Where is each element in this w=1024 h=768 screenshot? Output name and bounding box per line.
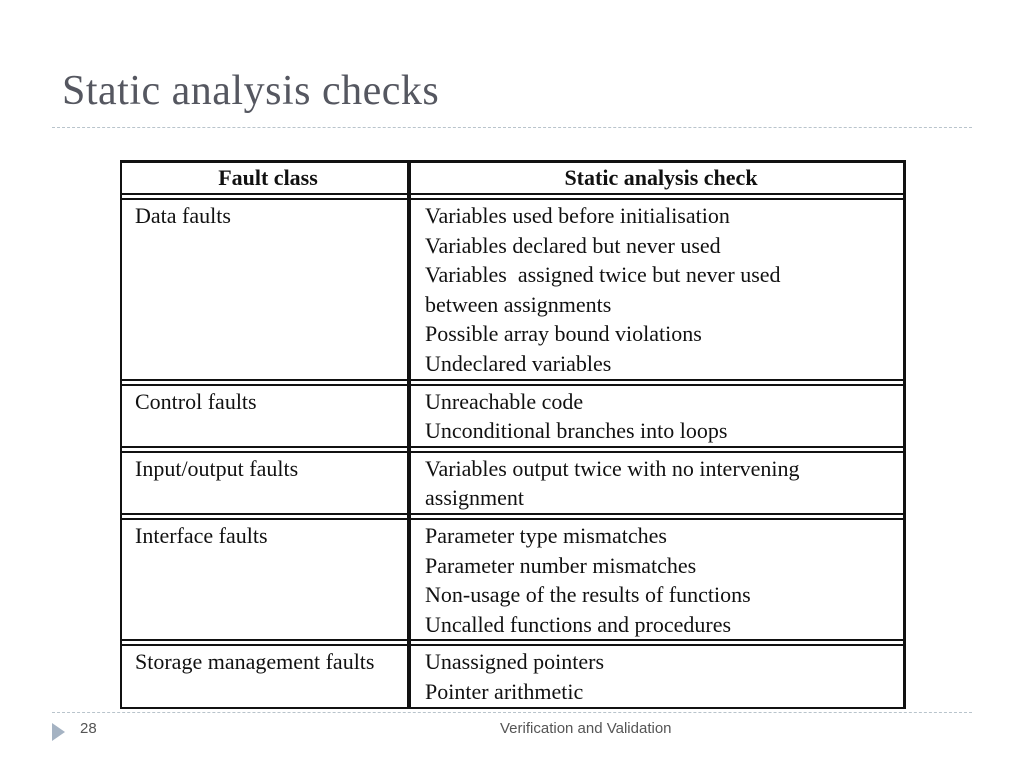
check-item: Variables used before initialisation [425,203,730,228]
header-fault-class: Fault class [120,160,409,195]
check-cell [409,644,906,708]
fault-class-cell: Control faults [120,384,409,448]
check-item: Unconditional branches into loops [425,418,728,444]
check-item: between assignments [425,291,612,317]
slide-title: Static analysis checks [62,68,440,114]
fault-class-cell: Input/output faults [120,451,409,515]
footer-title: Verification and Validation [500,720,672,737]
check-cell [409,198,906,381]
check-item: Variables declared but never used [425,232,721,258]
fault-table [120,160,906,704]
check-item: Undeclared variables [425,350,612,376]
table-row-interface-faults [120,518,906,641]
fault-class-cell: Storage management faults [120,644,409,708]
table-header-row [120,160,906,195]
fault-class-cell: Data faults [120,198,409,381]
check-item: Uncalled functions and procedures [425,611,732,637]
check-item: Parameter type mismatches [425,522,667,548]
check-item: Variables output twice with no intervening [425,455,800,481]
check-item: Possible array bound violations [425,321,702,347]
check-item: Unreachable code [425,388,584,414]
check-item: assignment [425,485,524,511]
table-row-io-faults [120,451,906,515]
header-static-check: Static analysis check [409,160,906,195]
check-item: Variables assigned twice but never used [425,262,781,288]
footer-divider [52,712,972,713]
check-cell [409,384,906,448]
fault-class-cell: Interface faults [120,518,409,641]
check-cell [409,518,906,641]
check-item: Parameter number mismatches [425,552,697,578]
table-row-data-faults [120,198,906,381]
title-divider [52,127,972,128]
triangle-right-icon [52,723,65,741]
table-row-control-faults [120,384,906,448]
check-cell [409,451,906,515]
check-item: Pointer arithmetic [425,678,584,704]
check-item: Unassigned pointers [425,649,605,675]
check-item: Non-usage of the results of functions [425,582,751,608]
table-row-storage-faults [120,644,906,708]
page-number: 28 [80,720,97,737]
